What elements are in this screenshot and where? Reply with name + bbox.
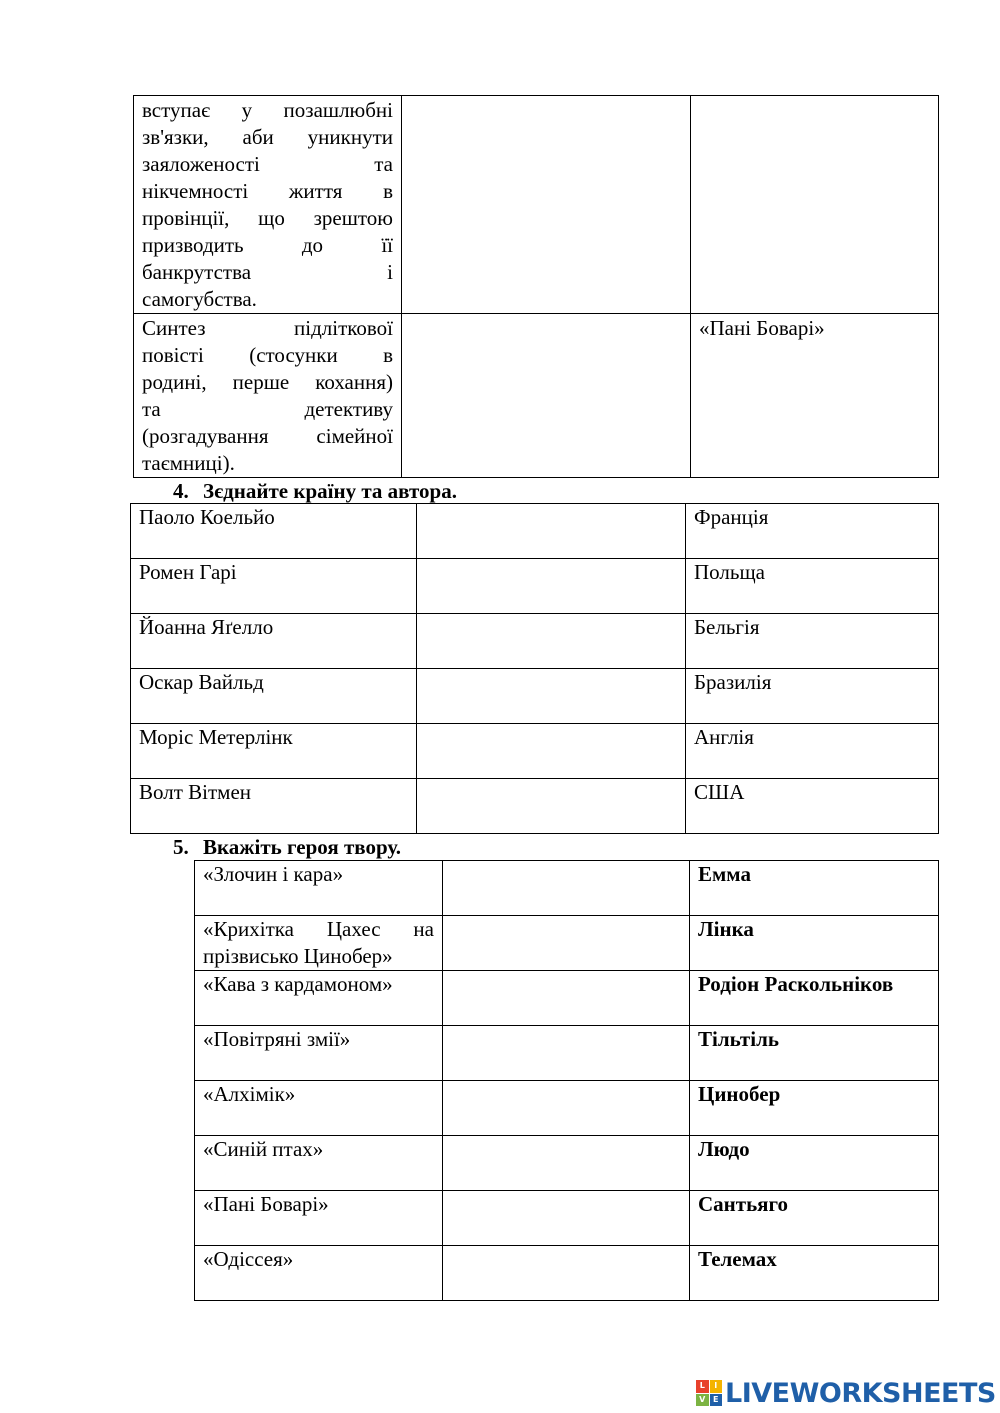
author-cell: Паоло Коельйо	[131, 504, 417, 559]
work-line: «Синій птах»	[203, 1137, 324, 1161]
table-row	[131, 669, 939, 724]
description-line: Синтез підліткової	[142, 316, 393, 340]
author-cell: Моріс Метерлінк	[131, 724, 417, 779]
answer-cell[interactable]	[443, 971, 690, 1026]
section-5-heading	[173, 834, 401, 861]
work-line: прізвисько Цинобер»	[203, 944, 393, 968]
logo-mark-letter: L	[696, 1380, 709, 1393]
table-row	[131, 779, 939, 834]
country-cell: Франція	[686, 504, 939, 559]
work-line: «Кава з кардамоном»	[203, 972, 393, 996]
work-cell	[195, 971, 443, 1026]
work-hero-table	[194, 860, 939, 1301]
work-line: «Крихітка Цахес на	[203, 917, 434, 941]
section-title: Вкажіть героя твору.	[203, 835, 402, 859]
country-cell: США	[686, 779, 939, 834]
country-cell: Польща	[686, 559, 939, 614]
description-line: родині, перше кохання)	[142, 370, 393, 394]
table-row	[195, 1191, 939, 1246]
work-line: «Повітряні змії»	[203, 1027, 351, 1051]
title-cell: «Пані Боварі»	[691, 314, 939, 478]
section-number: 5.	[173, 835, 189, 859]
table-row	[195, 1136, 939, 1191]
hero-cell: Емма	[690, 861, 939, 916]
description-line: повісті (стосунки в	[142, 343, 393, 367]
table-row	[195, 1246, 939, 1301]
title-cell	[691, 96, 939, 314]
description-line: вступає у позашлюбні	[142, 98, 393, 122]
work-line: «Пані Боварі»	[203, 1192, 329, 1216]
hero-cell: Тільтіль	[690, 1026, 939, 1081]
answer-cell[interactable]	[417, 724, 686, 779]
answer-cell[interactable]	[417, 779, 686, 834]
description-line: заяложеності та	[142, 152, 393, 176]
section-4-heading	[173, 478, 457, 505]
answer-cell[interactable]	[443, 1081, 690, 1136]
answer-cell[interactable]	[417, 669, 686, 724]
description-line: призводить до її	[142, 233, 393, 257]
logo-mark-letter: E	[710, 1394, 723, 1407]
answer-cell[interactable]	[417, 504, 686, 559]
country-cell: Бразилія	[686, 669, 939, 724]
author-cell: Йоанна Яґелло	[131, 614, 417, 669]
description-line: (розгадування сімейної	[142, 424, 393, 448]
answer-cell[interactable]	[417, 614, 686, 669]
table-row	[131, 724, 939, 779]
country-cell: Бельгія	[686, 614, 939, 669]
answer-cell[interactable]	[443, 1136, 690, 1191]
work-cell	[195, 861, 443, 916]
answer-cell[interactable]	[443, 916, 690, 971]
author-cell: Волт Вітмен	[131, 779, 417, 834]
table-row	[131, 559, 939, 614]
work-cell	[195, 1136, 443, 1191]
hero-cell: Лінка	[690, 916, 939, 971]
answer-cell[interactable]	[443, 1191, 690, 1246]
section-number: 4.	[173, 479, 189, 503]
author-cell: Ромен Гарі	[131, 559, 417, 614]
description-line: банкрутства і	[142, 260, 393, 284]
answer-cell[interactable]	[443, 1026, 690, 1081]
work-cell	[195, 1081, 443, 1136]
work-cell	[195, 1191, 443, 1246]
hero-cell: Сантьяго	[690, 1191, 939, 1246]
work-cell	[195, 1246, 443, 1301]
description-cell	[134, 96, 402, 314]
table-row	[131, 504, 939, 559]
description-line: самогубства.	[142, 287, 257, 311]
answer-cell[interactable]	[443, 861, 690, 916]
table-row	[131, 614, 939, 669]
answer-cell[interactable]	[443, 1246, 690, 1301]
table-row	[195, 916, 939, 971]
logo-text: LIVEWORKSHEETS	[725, 1377, 996, 1409]
hero-cell: Родіон Раскольніков	[690, 971, 939, 1026]
work-cell	[195, 1026, 443, 1081]
table-row	[195, 861, 939, 916]
logo-mark-letter: V	[696, 1394, 709, 1407]
answer-cell[interactable]	[402, 96, 691, 314]
table-row	[134, 96, 939, 314]
work-cell	[195, 916, 443, 971]
table-row	[195, 1026, 939, 1081]
hero-cell: Людо	[690, 1136, 939, 1191]
description-line: зв'язки, аби уникнути	[142, 125, 393, 149]
liveworksheets-logo[interactable]	[696, 1376, 996, 1410]
description-table	[133, 95, 939, 478]
author-country-table	[130, 503, 939, 834]
table-row	[134, 314, 939, 478]
hero-cell: Цинобер	[690, 1081, 939, 1136]
work-line: «Злочин і кара»	[203, 862, 344, 886]
country-cell: Англія	[686, 724, 939, 779]
hero-cell: Телемах	[690, 1246, 939, 1301]
work-line: «Алхімік»	[203, 1082, 296, 1106]
section-title: Зєднайте країну та автора.	[203, 479, 457, 503]
logo-mark-icon	[696, 1380, 722, 1406]
description-line: та детективу	[142, 397, 393, 421]
answer-cell[interactable]	[417, 559, 686, 614]
description-line: провінції, що зрештою	[142, 206, 393, 230]
logo-mark-letter: I	[710, 1380, 723, 1393]
table-row	[195, 1081, 939, 1136]
description-line: таємниці).	[142, 451, 235, 475]
answer-cell[interactable]	[402, 314, 691, 478]
description-cell	[134, 314, 402, 478]
work-line: «Одіссея»	[203, 1247, 294, 1271]
table-row	[195, 971, 939, 1026]
description-line: нікчемності життя в	[142, 179, 393, 203]
author-cell: Оскар Вайльд	[131, 669, 417, 724]
